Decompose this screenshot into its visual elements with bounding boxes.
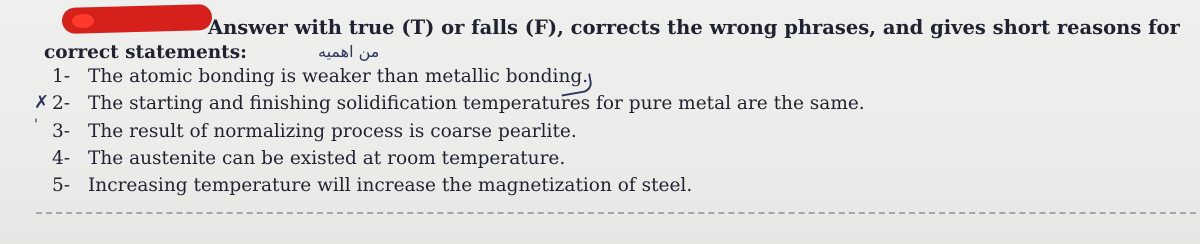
statement-number: 3- xyxy=(52,121,71,142)
handwritten-arabic-note: من اهميه xyxy=(318,42,380,61)
statement-item xyxy=(52,175,692,196)
statement-text: Increasing temperature will increase the magnetization of steel. xyxy=(88,175,693,196)
statement-item xyxy=(52,66,588,87)
statement-number: 2- xyxy=(52,93,71,114)
statement-item xyxy=(52,93,865,114)
redaction-highlight xyxy=(72,14,94,28)
page-edge-divider xyxy=(36,212,1196,214)
statement-item xyxy=(52,121,577,142)
handwritten-tick-mark: ' xyxy=(34,117,38,133)
statement-text: The austenite can be existed at room temperature. xyxy=(88,148,566,169)
statement-text: The atomic bonding is weaker than metallic bonding. xyxy=(88,66,589,87)
handwritten-cross-mark: ✗ xyxy=(34,92,50,113)
statement-number: 1- xyxy=(52,66,71,87)
statement-text: The starting and finishing solidification temperatures for pure metal are the same. xyxy=(88,93,865,114)
statement-number: 5- xyxy=(52,175,71,196)
statement-item xyxy=(52,148,565,169)
statement-number: 4- xyxy=(52,148,71,169)
instruction-line-2: correct statements: xyxy=(44,42,247,63)
instruction-line-1: Answer with true (T) or falls (F), corrects the wrong phrases, and gives short reasons for xyxy=(208,16,1180,39)
statement-text: The result of normalizing process is coarse pearlite. xyxy=(88,121,577,142)
